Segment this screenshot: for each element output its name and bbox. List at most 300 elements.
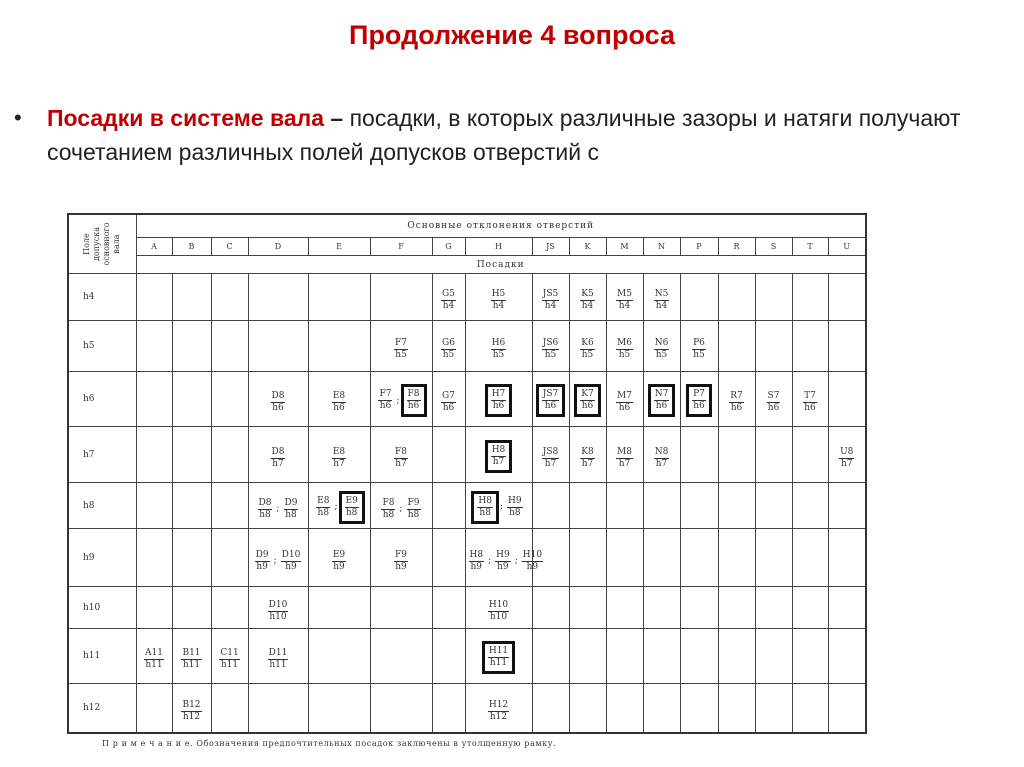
table-cell — [532, 684, 569, 733]
fit-numerator: H12 — [488, 700, 509, 711]
table-cell — [211, 274, 248, 321]
table-cell — [606, 629, 643, 684]
fit-denominator: h4 — [581, 301, 594, 312]
fit-numerator: E9 — [345, 495, 358, 506]
fit-denominator: h6 — [272, 403, 284, 414]
fit — [485, 699, 512, 724]
fit-denominator: h4 — [544, 301, 557, 312]
fit — [613, 288, 636, 313]
fit-denominator: h8 — [479, 507, 491, 518]
fit-group — [648, 384, 676, 417]
fit-denominator: h6 — [730, 403, 743, 414]
preferred-fit — [339, 491, 365, 524]
table-cell — [643, 684, 680, 733]
table-cell — [465, 321, 532, 372]
column-header-b: B — [172, 238, 211, 256]
table-cell — [532, 483, 569, 529]
table-cell — [569, 587, 606, 629]
table-cell — [136, 321, 172, 372]
fit — [689, 337, 709, 362]
fit-group — [689, 337, 709, 362]
fit-denominator: h5 — [544, 350, 557, 361]
preferred-fit — [401, 384, 427, 417]
fit-numerator: G7 — [442, 391, 455, 402]
fit-denominator: h6 — [581, 401, 594, 412]
table-cell — [718, 321, 755, 372]
fit — [438, 390, 459, 415]
table-row — [68, 629, 866, 684]
table-cell — [211, 529, 248, 587]
table-cell — [211, 587, 248, 629]
table-cell — [308, 274, 370, 321]
fit-denominator: h10 — [269, 611, 287, 622]
table-cell — [680, 483, 718, 529]
fit — [329, 446, 349, 471]
fit — [800, 390, 820, 415]
fit-separator: ; — [334, 502, 338, 513]
column-header-s: S — [755, 238, 792, 256]
table-cell — [606, 372, 643, 427]
fit-numerator: A11 — [145, 648, 163, 659]
fit — [726, 390, 747, 415]
fit-numerator: M5 — [617, 289, 632, 300]
fit-numerator: G6 — [442, 338, 455, 349]
fit-denominator: h5 — [395, 350, 407, 361]
table-cell — [755, 483, 792, 529]
table-cell — [370, 372, 432, 427]
table-cell — [211, 321, 248, 372]
table-cell — [465, 274, 532, 321]
table-cell — [465, 427, 532, 483]
fit-numerator: D8 — [271, 391, 285, 402]
fit-group — [613, 390, 636, 415]
fit-group — [488, 288, 510, 313]
preferred-fit — [536, 384, 566, 417]
fit-group — [686, 384, 712, 417]
column-header-js: JS — [532, 238, 569, 256]
bullet-description: посадки, в которых различные зазоры и натяги получают сочетанием различных полей допусков отверстий с — [47, 105, 961, 165]
table-cell — [828, 529, 866, 587]
column-header-a: A — [136, 238, 172, 256]
table-cell — [792, 483, 828, 529]
fit-numerator: H10 — [488, 599, 509, 610]
column-header-m: M — [606, 238, 643, 256]
table-cell — [248, 274, 308, 321]
table-cell — [569, 629, 606, 684]
fit-numerator: T7 — [804, 391, 816, 402]
slide-title: Продолжение 4 вопроса — [349, 20, 675, 50]
table-cell — [172, 529, 211, 587]
table-cell — [792, 629, 828, 684]
table-cell — [465, 483, 532, 529]
table-cell — [680, 321, 718, 372]
fit — [391, 549, 411, 574]
fit — [519, 549, 546, 574]
fit-numerator: H5 — [491, 289, 506, 300]
fit-group — [255, 497, 302, 522]
table-cell — [172, 321, 211, 372]
table-cell — [755, 274, 792, 321]
fit — [265, 599, 292, 624]
fit — [375, 388, 395, 413]
table-cell — [606, 684, 643, 733]
table-cell — [211, 483, 248, 529]
fit-denominator: h9 — [497, 561, 509, 572]
fit — [539, 446, 563, 471]
preferred-fit — [574, 384, 600, 417]
table-cell — [828, 684, 866, 733]
table-cell — [465, 587, 532, 629]
fit-group — [329, 390, 349, 415]
table-cell — [432, 684, 465, 733]
preferred-fit — [482, 641, 515, 674]
fit-denominator: h4 — [492, 301, 505, 312]
fit-group — [651, 288, 673, 313]
table-cell — [606, 321, 643, 372]
table-cell — [432, 483, 465, 529]
table-cell — [755, 427, 792, 483]
fit-denominator: h11 — [269, 660, 287, 671]
fit — [255, 497, 276, 522]
table-cell — [432, 529, 465, 587]
table-cell — [718, 372, 755, 427]
table-cell — [792, 321, 828, 372]
fit-numerator: JS6 — [542, 338, 559, 349]
fit-group — [438, 390, 459, 415]
table-cell — [248, 684, 308, 733]
corner-header — [68, 214, 136, 274]
table-cell — [643, 372, 680, 427]
fit-numerator: H8 — [491, 444, 506, 455]
table-cell — [718, 587, 755, 629]
fit-separator: ; — [499, 502, 504, 513]
fit-numerator: S7 — [767, 391, 780, 402]
fit-numerator: H11 — [488, 646, 509, 657]
fit-group — [485, 699, 512, 724]
fit-group — [485, 599, 512, 624]
table-cell — [680, 629, 718, 684]
fit — [577, 288, 597, 313]
fit-denominator: h9 — [526, 561, 539, 572]
fit-group — [438, 288, 459, 313]
fit-numerator: K7 — [581, 389, 594, 400]
fit — [504, 495, 526, 520]
fit — [391, 446, 411, 471]
fit-numerator: D8 — [271, 446, 285, 457]
fit-denominator: h7 — [655, 458, 668, 469]
table-row — [68, 483, 866, 529]
fit-numerator: JS7 — [542, 389, 559, 400]
preferred-fit — [485, 440, 513, 473]
row-label-h7: h7 — [68, 427, 136, 483]
table-cell — [465, 529, 543, 587]
fit — [613, 390, 636, 415]
preferred-fit — [485, 384, 513, 417]
fit-numerator: D10 — [268, 599, 288, 610]
table-cell — [532, 587, 569, 629]
fit-group — [539, 288, 563, 313]
fit-numerator: F9 — [395, 549, 407, 560]
column-header-d: D — [248, 238, 308, 256]
fit-group — [836, 446, 857, 471]
fit-group — [577, 446, 597, 471]
table-cell — [643, 321, 680, 372]
fit-separator: ; — [514, 556, 518, 567]
fit-denominator: h7 — [581, 458, 594, 469]
fit-group — [574, 384, 600, 417]
fit-numerator: JS8 — [542, 446, 559, 457]
table-cell — [211, 372, 248, 427]
fit-numerator: C11 — [220, 648, 239, 659]
fit-group — [800, 390, 820, 415]
fit-numerator: N7 — [654, 389, 669, 400]
fit-denominator: h6 — [655, 401, 668, 412]
table-cell — [432, 274, 465, 321]
fit-denominator: h7 — [618, 458, 631, 469]
fit — [539, 288, 563, 313]
table-cell — [370, 321, 432, 372]
fit-group — [539, 337, 563, 362]
table-cell — [432, 372, 465, 427]
table-cell — [606, 529, 643, 587]
table-cell — [308, 372, 370, 427]
table-cell — [718, 529, 755, 587]
table-cell — [248, 529, 308, 587]
table-cell — [680, 684, 718, 733]
fit — [268, 446, 289, 471]
table-row — [68, 587, 866, 629]
fit-denominator: h8 — [259, 509, 271, 520]
fit-group — [488, 337, 510, 362]
fit-numerator: P6 — [693, 338, 705, 349]
main-header: Основные отклонения отверстий — [136, 214, 866, 238]
table-cell — [606, 274, 643, 321]
column-header-k: K — [569, 238, 606, 256]
fit-numerator: D11 — [268, 648, 288, 659]
fit-group — [268, 446, 289, 471]
fit-numerator: E8 — [332, 391, 346, 402]
row-label-h12: h12 — [68, 684, 136, 733]
fit-denominator: h12 — [182, 712, 201, 723]
fit-group — [438, 337, 459, 362]
sub-header: Посадки — [136, 256, 866, 274]
table-note: П р и м е ч а н и е. Обозначения предпочтительных посадок заключены в утолщенную рамку. — [102, 739, 557, 748]
fit-numerator: N8 — [654, 446, 669, 457]
table-cell — [308, 483, 370, 529]
fit-group — [216, 647, 242, 672]
table-cell — [718, 629, 755, 684]
table-cell — [606, 587, 643, 629]
fit — [651, 337, 673, 362]
fit-denominator: h6 — [379, 401, 392, 412]
fit-numerator: D9 — [284, 497, 298, 508]
fit — [539, 337, 563, 362]
fit-numerator: G5 — [442, 289, 455, 300]
bullet-text — [47, 101, 997, 169]
fit — [492, 549, 514, 574]
table-cell — [136, 684, 172, 733]
fit — [278, 549, 305, 574]
fit — [329, 549, 349, 574]
fit-denominator: h8 — [317, 507, 330, 518]
fit — [252, 549, 273, 574]
fit-group — [329, 446, 349, 471]
table-cell — [643, 529, 680, 587]
fit — [651, 446, 673, 471]
fit — [651, 288, 673, 313]
fit-group — [391, 337, 411, 362]
table-cell — [569, 529, 606, 587]
fit-denominator: h7 — [492, 456, 505, 467]
table-cell — [680, 587, 718, 629]
table-cell — [370, 587, 432, 629]
fit — [268, 390, 289, 415]
fit-denominator: h4 — [618, 301, 631, 312]
fit-group — [329, 549, 349, 574]
fit-denominator: h6 — [693, 401, 705, 412]
table-cell — [792, 427, 828, 483]
fit-group — [651, 337, 673, 362]
fit-denominator: h6 — [407, 401, 420, 412]
fit-group — [536, 384, 566, 417]
table-cell — [172, 274, 211, 321]
fit-denominator: h6 — [333, 403, 345, 414]
table-cell — [755, 529, 792, 587]
fit-numerator: B12 — [182, 700, 201, 711]
fit-numerator: R7 — [730, 391, 743, 402]
fit-numerator: H8 — [469, 549, 484, 560]
table-cell — [370, 529, 432, 587]
fit-group — [252, 549, 305, 574]
fit-group — [651, 446, 673, 471]
fit-denominator: h7 — [840, 458, 853, 469]
column-header-p: P — [680, 238, 718, 256]
fit-numerator: D10 — [281, 549, 301, 560]
fit-denominator: h5 — [442, 350, 455, 361]
column-header-h: H — [465, 238, 532, 256]
fit-group — [375, 384, 426, 417]
table-cell — [248, 587, 308, 629]
fit-group — [613, 446, 636, 471]
table-cell — [718, 274, 755, 321]
fit-group — [265, 647, 292, 672]
table-row — [68, 321, 866, 372]
fit-denominator: h9 — [256, 561, 268, 572]
fit — [141, 647, 167, 672]
table-cell — [432, 321, 465, 372]
column-header-g: G — [432, 238, 465, 256]
table-cell — [680, 372, 718, 427]
column-header-r: R — [718, 238, 755, 256]
row-label-h9: h9 — [68, 529, 136, 587]
table-cell — [432, 629, 465, 684]
table-cell — [569, 372, 606, 427]
fit-denominator: h6 — [544, 401, 557, 412]
fit-numerator: F9 — [407, 497, 420, 508]
fit-denominator: h5 — [693, 350, 705, 361]
fit-separator: ; — [399, 504, 403, 515]
fit-group — [613, 337, 636, 362]
shaft-system-fits-table — [67, 213, 867, 734]
table-row — [68, 529, 866, 587]
fit-denominator: h5 — [581, 350, 594, 361]
fit-denominator: h11 — [182, 660, 201, 671]
table-cell — [172, 587, 211, 629]
fit — [216, 647, 242, 672]
fit-numerator: F8 — [382, 497, 395, 508]
fit-denominator: h4 — [442, 301, 455, 312]
table-cell — [755, 587, 792, 629]
fit-numerator: F7 — [379, 389, 392, 400]
table-cell — [792, 274, 828, 321]
fit — [438, 288, 459, 313]
fit-denominator: h8 — [345, 507, 358, 518]
table-cell — [172, 684, 211, 733]
fit — [404, 497, 424, 522]
table-cell — [308, 629, 370, 684]
table-cell — [606, 483, 643, 529]
fit-numerator: JS5 — [542, 289, 559, 300]
fit-numerator: E8 — [317, 495, 330, 506]
fit-group — [141, 647, 167, 672]
fit — [488, 288, 510, 313]
fit-group — [577, 337, 597, 362]
fit-group — [391, 549, 411, 574]
table-cell — [136, 629, 172, 684]
fit-numerator: U8 — [840, 446, 854, 457]
fit-denominator: h11 — [145, 660, 163, 671]
fit-numerator: E8 — [332, 446, 346, 457]
table-cell — [432, 427, 465, 483]
fit-denominator: h11 — [220, 660, 239, 671]
table-cell — [828, 587, 866, 629]
fit — [438, 337, 459, 362]
fit-group — [577, 288, 597, 313]
fit-numerator: H9 — [508, 495, 522, 506]
table-cell — [643, 274, 680, 321]
fit — [836, 446, 857, 471]
fit — [613, 446, 636, 471]
table-cell — [569, 483, 606, 529]
table-cell — [248, 427, 308, 483]
row-label-h11: h11 — [68, 629, 136, 684]
table-cell — [828, 321, 866, 372]
fit-denominator: h6 — [492, 401, 505, 412]
fit-separator: ; — [488, 556, 492, 567]
fit-numerator: F8 — [395, 446, 407, 457]
fit-numerator: K5 — [581, 289, 594, 300]
fit — [378, 497, 398, 522]
column-header-n: N — [643, 238, 680, 256]
fit-numerator: P7 — [693, 389, 705, 400]
table-row — [68, 684, 866, 733]
fit-denominator: h9 — [285, 561, 297, 572]
fit — [577, 446, 597, 471]
column-header-c: C — [211, 238, 248, 256]
table-cell — [248, 321, 308, 372]
table-cell — [792, 684, 828, 733]
table-cell — [643, 483, 680, 529]
fit-denominator: h6 — [804, 403, 816, 414]
fit-denominator: h7 — [544, 458, 557, 469]
corner-label: Поле допуска основного вала — [82, 222, 122, 266]
column-header-e: E — [308, 238, 370, 256]
fit-group — [313, 491, 365, 524]
table-cell — [136, 427, 172, 483]
table-cell — [532, 274, 569, 321]
table-cell — [211, 684, 248, 733]
table-cell — [136, 529, 172, 587]
